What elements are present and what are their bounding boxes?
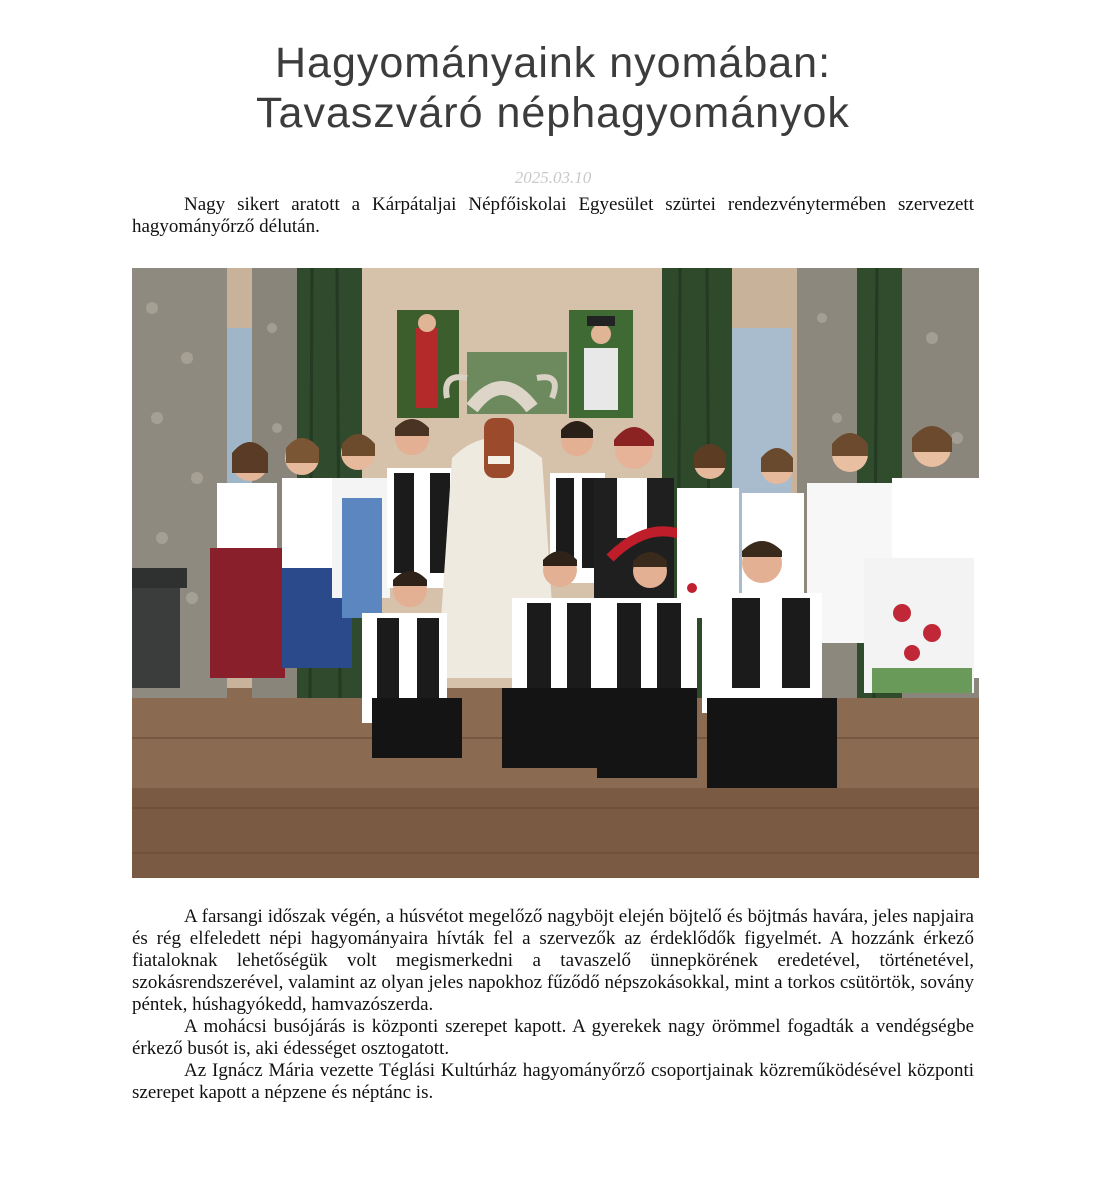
article-title (0, 38, 1106, 138)
article-date: 2025.03.10 (514, 168, 592, 187)
body-paragraph-3: Az Ignácz Mária vezette Téglási Kultúrház hagyományőrző csoportjainak közreműködésével központi szerepet kapott a népzene és néptánc is. (132, 1060, 974, 1103)
group-photo (132, 268, 979, 878)
body-paragraph-1: A farsangi időszak végén, a húsvétot megelőző nagyböjt elején böjtelő és böjtmás havára, jeles napjaira és rég elfeledett népi hagyományaira hívták fel a szervezők az érdeklődők figyelmét. A hozzánk érkező fiataloknak lehetőségük volt megismerkedni a tavaszelő ünnepkörének eredetével, történetével, szokásrendszerével, valamint az olyan jeles napokhoz fűződő népszokásokkal, mint a torkos csütörtök, sovány péntek, húshagyókedd, hamvazószerda. (132, 906, 974, 1015)
title-line-2: Tavaszváró néphagyományok (256, 89, 850, 137)
title-line-1: Hagyományaink nyomában: (274, 39, 832, 87)
article-lead: Nagy sikert aratott a Kárpátaljai Népfőiskolai Egyesület szürtei rendezvénytermében szervezett hagyományőrző délután. (132, 194, 974, 237)
body-paragraph-2: A mohácsi busójárás is központi szerepet kapott. A gyerekek nagy örömmel fogadták a vendégségbe érkező busót is, aki édességet osztogatott. (132, 1016, 974, 1059)
article-body (132, 906, 974, 1104)
